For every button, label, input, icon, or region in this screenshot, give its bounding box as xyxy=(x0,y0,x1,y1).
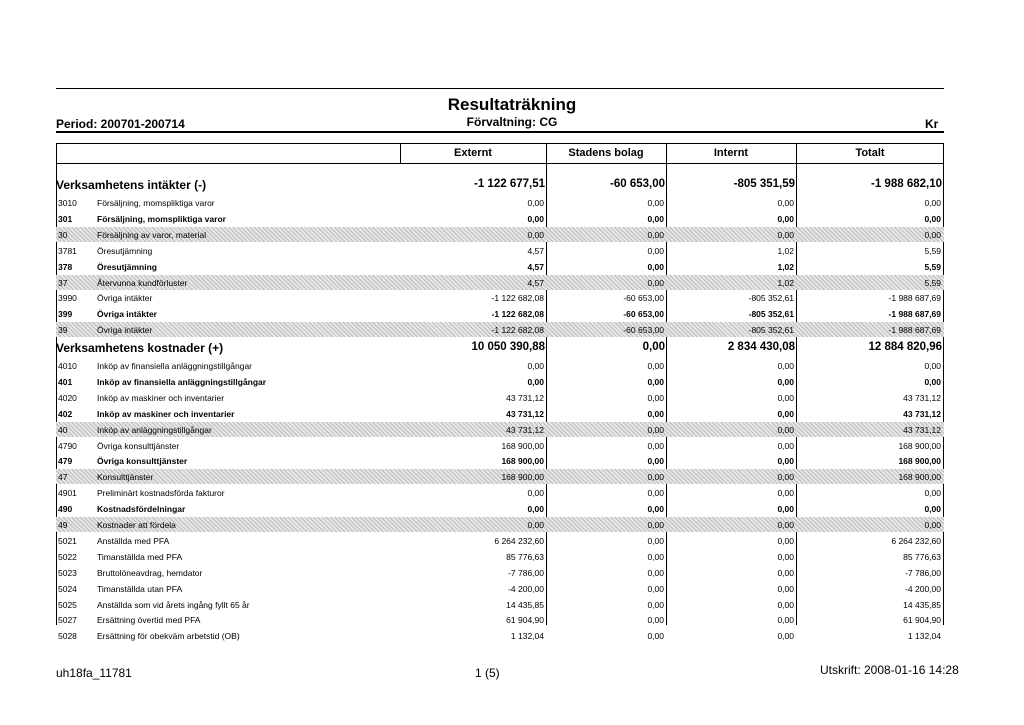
account-name: Anställda som vid årets ingång fyllt 65 år xyxy=(97,599,250,610)
subtotal-row xyxy=(56,227,944,242)
cell-value: 0,00 xyxy=(777,535,794,546)
account-name: Ersättning övertid med PFA xyxy=(97,615,201,626)
cell-value: 168 900,00 xyxy=(898,440,941,451)
cell-value: 168 900,00 xyxy=(898,472,941,483)
cell-value: 0,00 xyxy=(777,583,794,594)
cell-value: 0,00 xyxy=(647,229,664,240)
cell-value: 0,00 xyxy=(647,615,664,626)
account-name: Försäljning, momspliktiga varor xyxy=(97,198,215,208)
report-title: Resultaträkning xyxy=(447,95,577,114)
account-code: 399 xyxy=(58,309,73,320)
cell-value: 85 776,63 xyxy=(506,551,544,562)
cell-value: 0,00 xyxy=(777,472,794,483)
section-total-value: -1 988 682,10 xyxy=(871,178,942,190)
cell-value: 1 132,04 xyxy=(907,631,941,642)
account-code: 4901 xyxy=(58,488,77,499)
cell-value: 0,00 xyxy=(647,504,664,515)
cell-value: 0,00 xyxy=(777,520,794,530)
account-code: 4020 xyxy=(58,392,77,403)
cell-value: 0,00 xyxy=(647,277,664,288)
cell-value: 0,00 xyxy=(647,535,664,546)
account-name: Inköp av finansiella anläggningstillgångar xyxy=(97,361,252,371)
cell-value: 0,00 xyxy=(777,229,794,240)
table-row xyxy=(56,533,944,548)
table-row xyxy=(56,612,944,627)
account-code: 47 xyxy=(58,472,68,483)
cell-value: 43 731,12 xyxy=(506,424,544,435)
footer-document-id: uh18fa_11781 xyxy=(56,666,132,680)
section-total-value: -805 351,59 xyxy=(733,178,795,190)
cell-value: -1 988 687,69 xyxy=(888,293,941,304)
cell-value: 168 900,00 xyxy=(898,456,941,467)
cell-value: 0,00 xyxy=(777,615,794,626)
cell-value: 1,02 xyxy=(777,277,794,288)
table-row xyxy=(56,628,944,643)
cell-value: 0,00 xyxy=(647,361,664,371)
cell-value: 1,02 xyxy=(777,245,794,256)
subtotal-row xyxy=(56,469,944,484)
cell-value: 43 731,12 xyxy=(903,424,941,435)
account-code: 3781 xyxy=(58,245,77,256)
cell-value: 0,00 xyxy=(777,408,794,419)
account-name: Timanställda utan PFA xyxy=(97,583,183,594)
account-name: Inköp av finansiella anläggningstillgångar xyxy=(97,376,267,387)
cell-value: 0,00 xyxy=(647,551,664,562)
subtotal-row xyxy=(56,275,944,290)
account-name: Timanställda med PFA xyxy=(97,551,183,562)
cell-value: -7 786,00 xyxy=(905,567,941,578)
cell-value: 0,00 xyxy=(777,456,794,467)
cell-value: 0,00 xyxy=(924,376,941,387)
cell-value: 0,00 xyxy=(777,504,794,515)
cell-value: 61 904,90 xyxy=(506,615,544,626)
table-row xyxy=(56,374,944,389)
cell-value: 6 264 232,60 xyxy=(891,535,941,546)
cell-value: 0,00 xyxy=(647,392,664,403)
cell-value: 0,00 xyxy=(924,229,941,240)
subtotal-row xyxy=(56,517,944,532)
cell-value: 0,00 xyxy=(924,361,941,371)
account-name: Kostnadsfördelningar xyxy=(97,504,186,515)
cell-value: 43 731,12 xyxy=(903,392,941,403)
table-row xyxy=(56,581,944,596)
cell-value: 0,00 xyxy=(647,488,664,499)
cell-value: 168 900,00 xyxy=(501,456,544,467)
cell-value: 0,00 xyxy=(647,472,664,483)
account-name: Kostnader att fördela xyxy=(97,520,176,530)
cell-value: 0,00 xyxy=(777,631,794,642)
section-total-value: 2 834 430,08 xyxy=(727,341,795,353)
cell-value: 0,00 xyxy=(924,504,941,515)
cell-value: 0,00 xyxy=(527,504,544,515)
cell-value: 0,00 xyxy=(777,488,794,499)
table-row xyxy=(56,290,944,305)
account-code: 49 xyxy=(58,520,68,530)
section-title: Verksamhetens intäkter (-) xyxy=(56,178,207,192)
cell-value: 61 904,90 xyxy=(903,615,941,626)
report-subtitle: Förvaltning: CG xyxy=(466,115,558,129)
cell-value: 0,00 xyxy=(647,583,664,594)
cell-value: 0,00 xyxy=(647,213,664,224)
cell-value: -1 988 687,69 xyxy=(888,325,941,336)
cell-value: 0,00 xyxy=(647,408,664,419)
account-name: Ersättning för obekväm arbetstid (OB) xyxy=(97,631,240,642)
cell-value: 0,00 xyxy=(777,213,794,224)
cell-value: 0,00 xyxy=(647,599,664,610)
cell-value: -4 200,00 xyxy=(905,583,941,594)
column-header-externt: Externt xyxy=(454,147,492,159)
account-name: Inköp av maskiner och inventarier xyxy=(97,392,225,403)
cell-value: 0,00 xyxy=(647,520,664,530)
account-name: Bruttolöneavdrag, hemdator xyxy=(97,567,203,578)
table-row xyxy=(56,358,944,373)
cell-value: 168 900,00 xyxy=(501,440,544,451)
cell-value: 6 264 232,60 xyxy=(494,535,544,546)
section-total-value: -60 653,00 xyxy=(610,178,665,190)
account-code: 5023 xyxy=(58,567,77,578)
cell-value: 0,00 xyxy=(777,198,794,208)
cell-value: -60 653,00 xyxy=(623,293,664,304)
cell-value: 1 132,04 xyxy=(510,631,544,642)
account-name: Försäljning, momspliktiga varor xyxy=(97,213,226,224)
table-row xyxy=(56,243,944,258)
table-row xyxy=(56,549,944,564)
cell-value: -60 653,00 xyxy=(623,309,664,320)
cell-value: 0,00 xyxy=(924,198,941,208)
account-code: 5022 xyxy=(58,551,77,562)
cell-value: 0,00 xyxy=(924,520,941,530)
cell-value: -1 122 682,08 xyxy=(491,325,544,336)
table-row xyxy=(56,565,944,580)
column-header-internt: Internt xyxy=(713,147,749,159)
cell-value: 0,00 xyxy=(647,456,664,467)
cell-value: 0,00 xyxy=(924,213,941,224)
account-name: Övriga intäkter xyxy=(97,293,153,304)
cell-value: 0,00 xyxy=(527,361,544,371)
cell-value: 0,00 xyxy=(924,488,941,499)
cell-value: -805 352,61 xyxy=(748,293,794,304)
account-name: Återvunna kundförluster xyxy=(97,277,188,288)
cell-value: 43 731,12 xyxy=(903,408,941,419)
table-row xyxy=(56,485,944,500)
account-code: 5025 xyxy=(58,599,77,610)
report-period: Period: 200701-200714 xyxy=(56,117,185,131)
table-row xyxy=(56,438,944,453)
cell-value: 1,02 xyxy=(777,261,794,272)
cell-value: 0,00 xyxy=(527,229,544,240)
table-row xyxy=(56,406,944,421)
cell-value: -4 200,00 xyxy=(508,583,544,594)
account-name: Övriga intäkter xyxy=(97,309,157,320)
cell-value: 4,57 xyxy=(527,261,544,272)
cell-value: 0,00 xyxy=(647,245,664,256)
cell-value: -1 988 687,69 xyxy=(888,309,941,320)
table-row xyxy=(56,306,944,321)
account-code: 490 xyxy=(58,504,73,515)
account-name: Konsulttjänster xyxy=(97,472,154,483)
cell-value: 0,00 xyxy=(647,261,664,272)
cell-value: 0,00 xyxy=(777,361,794,371)
cell-value: -7 786,00 xyxy=(508,567,544,578)
cell-value: 0,00 xyxy=(777,424,794,435)
cell-value: 5,59 xyxy=(924,245,941,256)
cell-value: 0,00 xyxy=(527,376,544,387)
table-row xyxy=(56,501,944,516)
account-code: 5028 xyxy=(58,631,77,642)
cell-value: 0,00 xyxy=(777,440,794,451)
account-name: Försäljning av varor, material xyxy=(97,229,207,240)
cell-value: 0,00 xyxy=(647,631,664,642)
cell-value: 0,00 xyxy=(527,520,544,530)
section-total-value: 10 050 390,88 xyxy=(471,341,545,353)
cell-value: -1 122 682,08 xyxy=(491,293,544,304)
subtotal-row xyxy=(56,322,944,337)
cell-value: 5,59 xyxy=(924,277,941,288)
cell-value: 43 731,12 xyxy=(506,392,544,403)
column-header-stadens-bolag: Stadens bolag xyxy=(568,147,644,159)
cell-value: 43 731,12 xyxy=(506,408,544,419)
account-name: Övriga konsulttjänster xyxy=(97,440,180,451)
account-code: 378 xyxy=(58,261,73,272)
cell-value: -805 352,61 xyxy=(748,325,794,336)
account-name: Öresutjämning xyxy=(97,261,157,272)
cell-value: 14 435,85 xyxy=(903,599,941,610)
cell-value: 4,57 xyxy=(527,277,544,288)
account-name: Övriga intäkter xyxy=(97,325,153,336)
section-total-value: 12 884 820,96 xyxy=(868,341,942,353)
cell-value: 0,00 xyxy=(647,440,664,451)
table-row xyxy=(56,195,944,210)
account-code: 30 xyxy=(58,229,68,240)
cell-value: 0,00 xyxy=(777,599,794,610)
cell-value: 4,57 xyxy=(527,245,544,256)
cell-value: 0,00 xyxy=(647,376,664,387)
cell-value: 0,00 xyxy=(527,488,544,499)
footer-print-date: Utskrift: 2008-01-16 14:28 xyxy=(820,663,959,677)
footer-page-number: 1 (5) xyxy=(475,666,500,680)
cell-value: -805 352,61 xyxy=(748,309,794,320)
cell-value: 0,00 xyxy=(527,213,544,224)
account-name: Preliminärt kostnadsförda fakturor xyxy=(97,488,225,499)
section-total-value: -1 122 677,51 xyxy=(474,178,545,190)
account-code: 4010 xyxy=(58,361,77,371)
cell-value: 85 776,63 xyxy=(903,551,941,562)
account-code: 3010 xyxy=(58,198,77,208)
cell-value: 5,59 xyxy=(924,261,941,272)
cell-value: 0,00 xyxy=(777,392,794,403)
table-row xyxy=(56,211,944,226)
account-name: Anställda med PFA xyxy=(97,535,170,546)
account-code: 3990 xyxy=(58,293,77,304)
account-code: 39 xyxy=(58,325,68,336)
account-name: Övriga konsulttjänster xyxy=(97,456,188,467)
account-code: 301 xyxy=(58,213,73,224)
cell-value: 0,00 xyxy=(777,551,794,562)
account-code: 402 xyxy=(58,408,73,419)
cell-value: 0,00 xyxy=(647,198,664,208)
cell-value: 0,00 xyxy=(647,424,664,435)
account-code: 40 xyxy=(58,424,68,435)
section-total-value: 0,00 xyxy=(642,341,665,353)
table-row xyxy=(56,259,944,274)
section-title: Verksamhetens kostnader (+) xyxy=(56,341,224,355)
table-row xyxy=(56,597,944,612)
account-code: 4790 xyxy=(58,440,77,451)
subtotal-row xyxy=(56,422,944,437)
currency-label: Kr xyxy=(925,117,939,131)
account-code: 401 xyxy=(58,376,73,387)
table-row xyxy=(56,453,944,468)
cell-value: 168 900,00 xyxy=(501,472,544,483)
cell-value: 14 435,85 xyxy=(506,599,544,610)
cell-value: 0,00 xyxy=(777,376,794,387)
cell-value: 0,00 xyxy=(777,567,794,578)
account-code: 5027 xyxy=(58,615,77,626)
cell-value: -1 122 682,08 xyxy=(491,309,544,320)
cell-value: 0,00 xyxy=(527,198,544,208)
account-name: Inköp av anläggningstillgångar xyxy=(97,424,212,435)
cell-value: 0,00 xyxy=(647,567,664,578)
cell-value: -60 653,00 xyxy=(623,325,664,336)
account-code: 5024 xyxy=(58,583,77,594)
column-header-totalt: Totalt xyxy=(855,147,885,159)
table-row xyxy=(56,390,944,405)
account-code: 5021 xyxy=(58,535,77,546)
account-code: 37 xyxy=(58,277,68,288)
account-name: Öresutjämning xyxy=(97,245,153,256)
account-code: 479 xyxy=(58,456,73,467)
account-name: Inköp av maskiner och inventarier xyxy=(97,408,235,419)
